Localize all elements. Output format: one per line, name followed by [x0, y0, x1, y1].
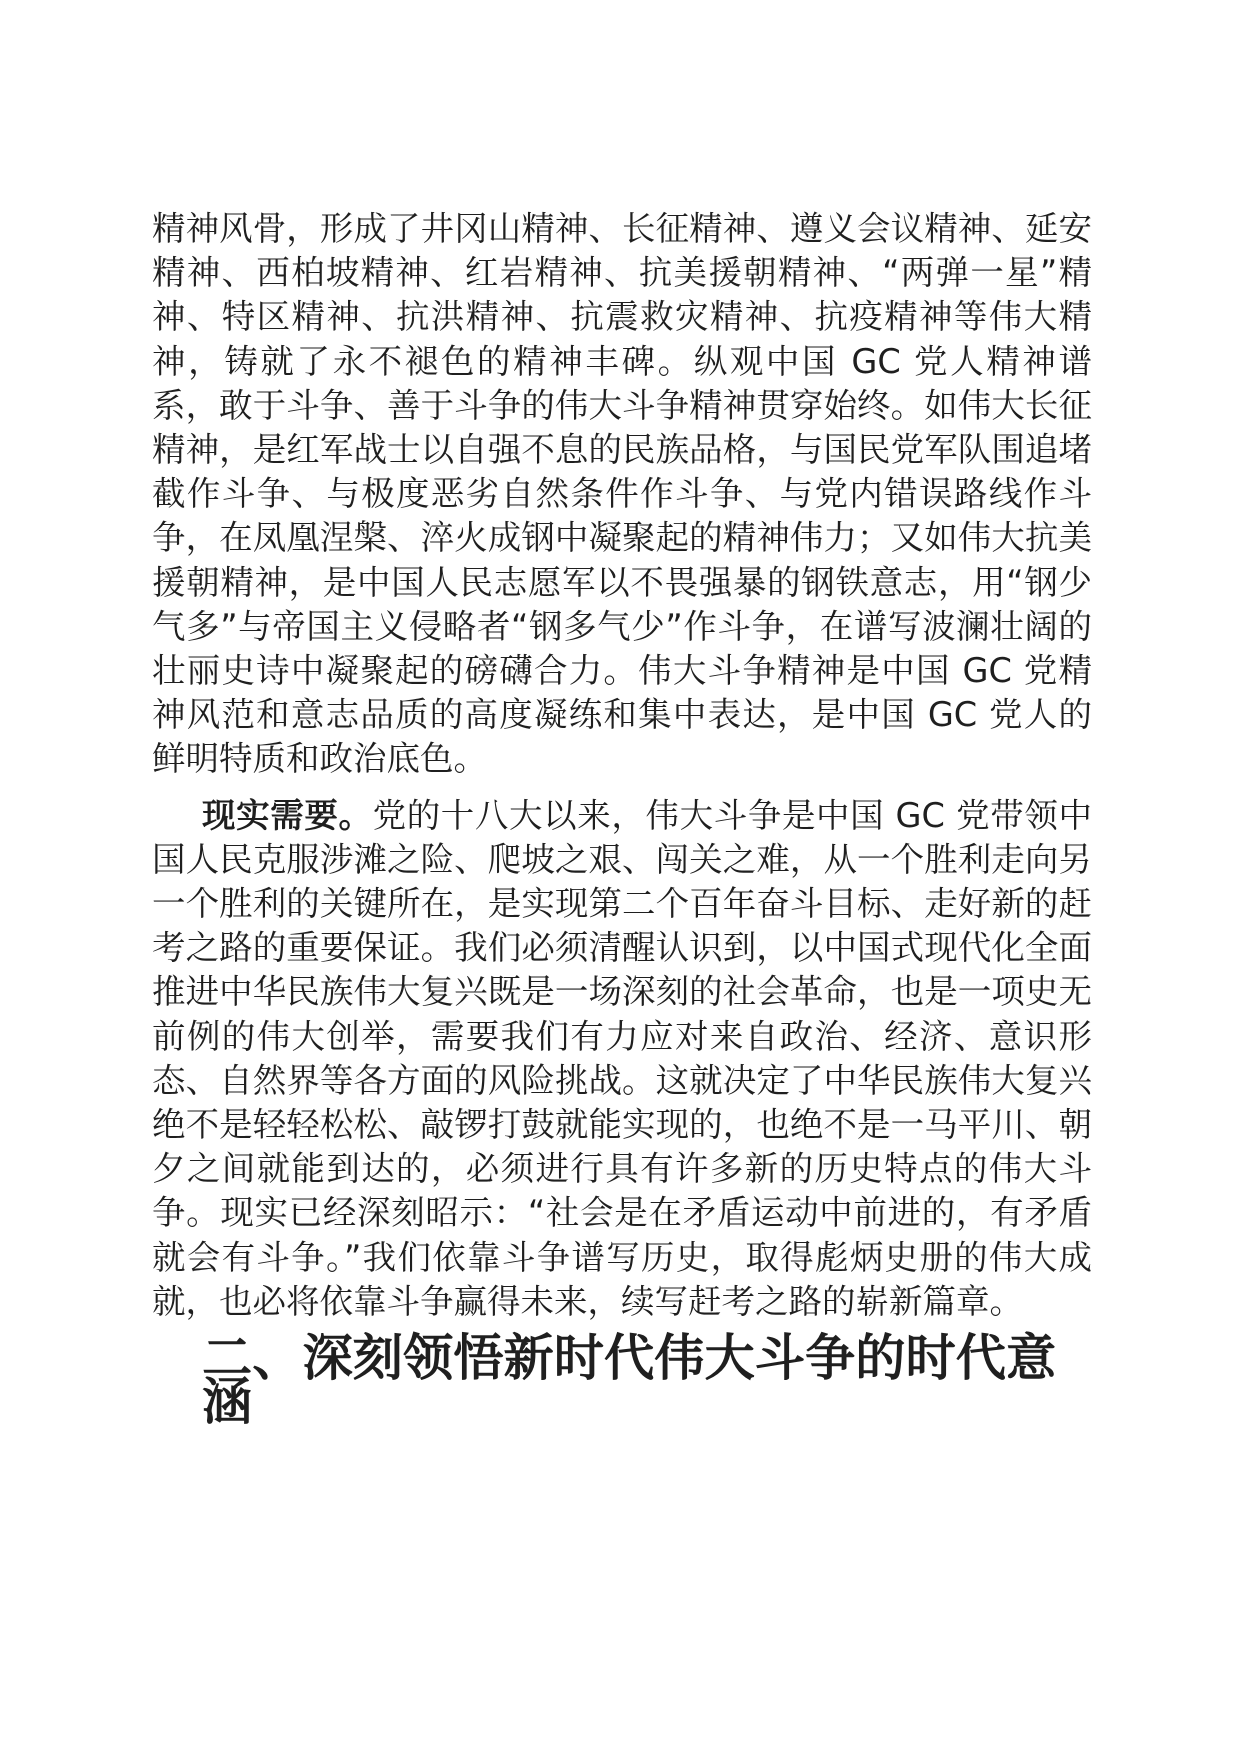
document-body [152, 207, 1092, 1432]
section-heading-2: 二、深刻领悟新时代伟大斗争的时代意涵 [202, 1328, 1057, 1432]
paragraph-spiritual-lineage: 精神风骨，形成了井冈山精神、长征精神、遵义会议精神、延安精神、西柏坡精神、红岩精神、抗美援朝精神、“两弹一星”精神、特区精神、抗洪精神、抗震救灾精神、抗疫精神等伟大精神，铸就了永不褪色的精神丰碑。纵观中国 GC 党人精神谱系，敢于斗争、善于斗争的伟大斗争精神贯穿始终。如伟大长征精神，是红军战士以自强不息的民族品格，与国民党军队围追堵截作斗争、与极度恶劣自然条件作斗争、与党内错误路线作斗争，在凤凰涅槃、淬火成钢中凝聚起的精神伟力；又如伟大抗美援朝精神，是中国人民志愿军以不畏强暴的钢铁意志，用“钢少气多”与帝国主义侵略者“钢多气少”作斗争，在谱写波澜壮阔的壮丽史诗中凝聚起的磅礴合力。伟大斗争精神是中国 GC 党精神风范和意志品质的高度凝练和集中表达，是中国 GC 党人的鲜明特质和政治底色。 [152, 209, 1092, 779]
paragraph-body-reality: 党的十八大以来，伟大斗争是中国 GC 党带领中国人民克服涉滩之险、爬坡之艰、闯关之难，从一个胜利走向另一个胜利的关键所在，是实现第二个百年奋斗目标、走好新的赶考之路的重要保证。我们必须清醒认识到，以中国式现代化全面推进中华民族伟大复兴既是一场深刻的社会革命，也是一项史无前例的伟大创举，需要我们有力应对来自政治、经济、意识形态、自然界等各方面的风险挑战。这就决定了中华民族伟大复兴绝不是轻轻松松、敲锣打鼓就能实现的，也绝不是一马平川、朝夕之间就能到达的，必须进行具有许多新的历史特点的伟大斗争。现实已经深刻昭示：“社会是在矛盾运动中前进的，有矛盾就会有斗争。”我们依靠斗争谱写历史，取得彪炳史册的伟大成就，也必将依靠斗争赢得未来，续写赶考之路的崭新篇章。 [152, 795, 1092, 1321]
paragraph-reality-need [152, 794, 1092, 1324]
paragraph-lead-reality: 现实需要。 [202, 795, 373, 835]
